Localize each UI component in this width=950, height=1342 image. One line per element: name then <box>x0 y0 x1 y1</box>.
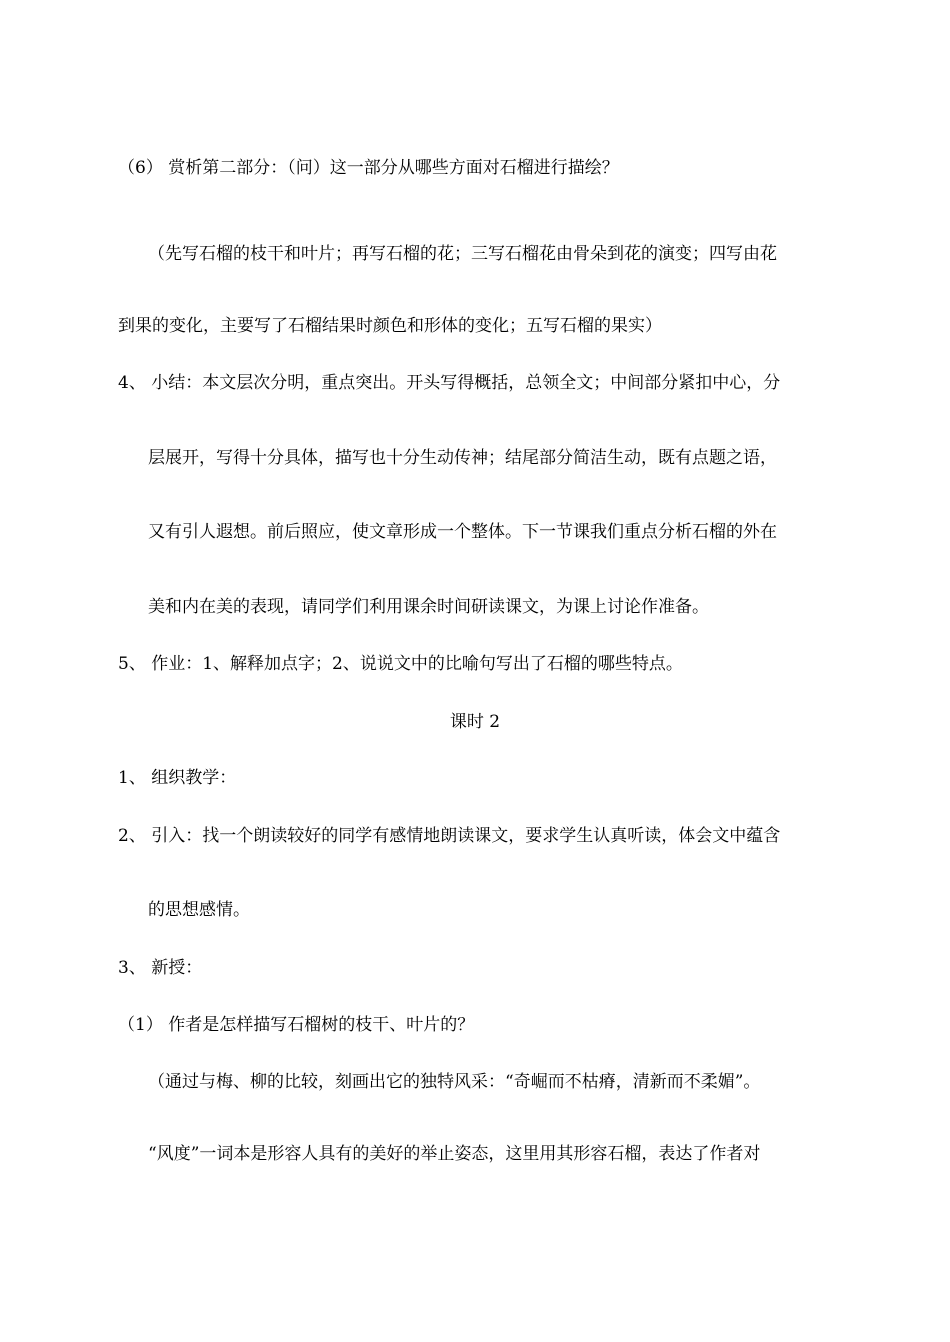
answer-1-line-1: （通过与梅、柳的比较，刻画出它的独特风采：“奇崛而不枯瘠，清新而不柔媚”。 <box>148 1072 761 1092</box>
homework-line: 5、 作业：1、解释加点字；2、说说文中的比喻句写出了石榴的哪些特点。 <box>118 654 683 674</box>
summary-line-4: 美和内在美的表现，请同学们利用课余时间研读课文，为课上讨论作准备。 <box>148 597 709 617</box>
question-1-heading: （1） 作者是怎样描写石榴树的枝干、叶片的？ <box>118 1015 475 1035</box>
summary-line-2: 层展开，写得十分具体，描写也十分生动传神；结尾部分简洁生动，既有点题之语， <box>148 448 777 468</box>
summary-line-3: 又有引人遐想。前后照应，使文章形成一个整体。下一节课我们重点分析石榴的外在 <box>148 522 777 542</box>
answer-6-line-1: （先写石榴的枝干和叶片；再写石榴的花；三写石榴花由骨朵到花的演变；四写由花 <box>148 244 777 264</box>
step-1-organize: 1、 组织教学： <box>118 768 237 788</box>
step-3-new-lesson: 3、 新授： <box>118 958 203 978</box>
step-2-intro-line-2: 的思想感情。 <box>148 900 250 920</box>
answer-1-line-2: “风度”一词本是形容人具有的美好的举止姿态，这里用其形容石榴，表达了作者对 <box>148 1144 761 1164</box>
answer-6-line-2: 到果的变化，主要写了石榴结果时颜色和形体的变化；五写石榴的果实） <box>118 316 662 336</box>
lesson-2-heading: 课时 2 <box>449 712 501 732</box>
summary-line-1: 4、 小结：本文层次分明，重点突出。开头写得概括，总领全文；中间部分紧扣中心，分 <box>118 373 781 393</box>
question-6-heading: （6） 赏析第二部分：（问）这一部分从哪些方面对石榴进行描绘？ <box>118 158 619 178</box>
step-2-intro-line-1: 2、 引入：找一个朗读较好的同学有感情地朗读课文，要求学生认真听读，体会文中蕴含 <box>118 826 781 846</box>
